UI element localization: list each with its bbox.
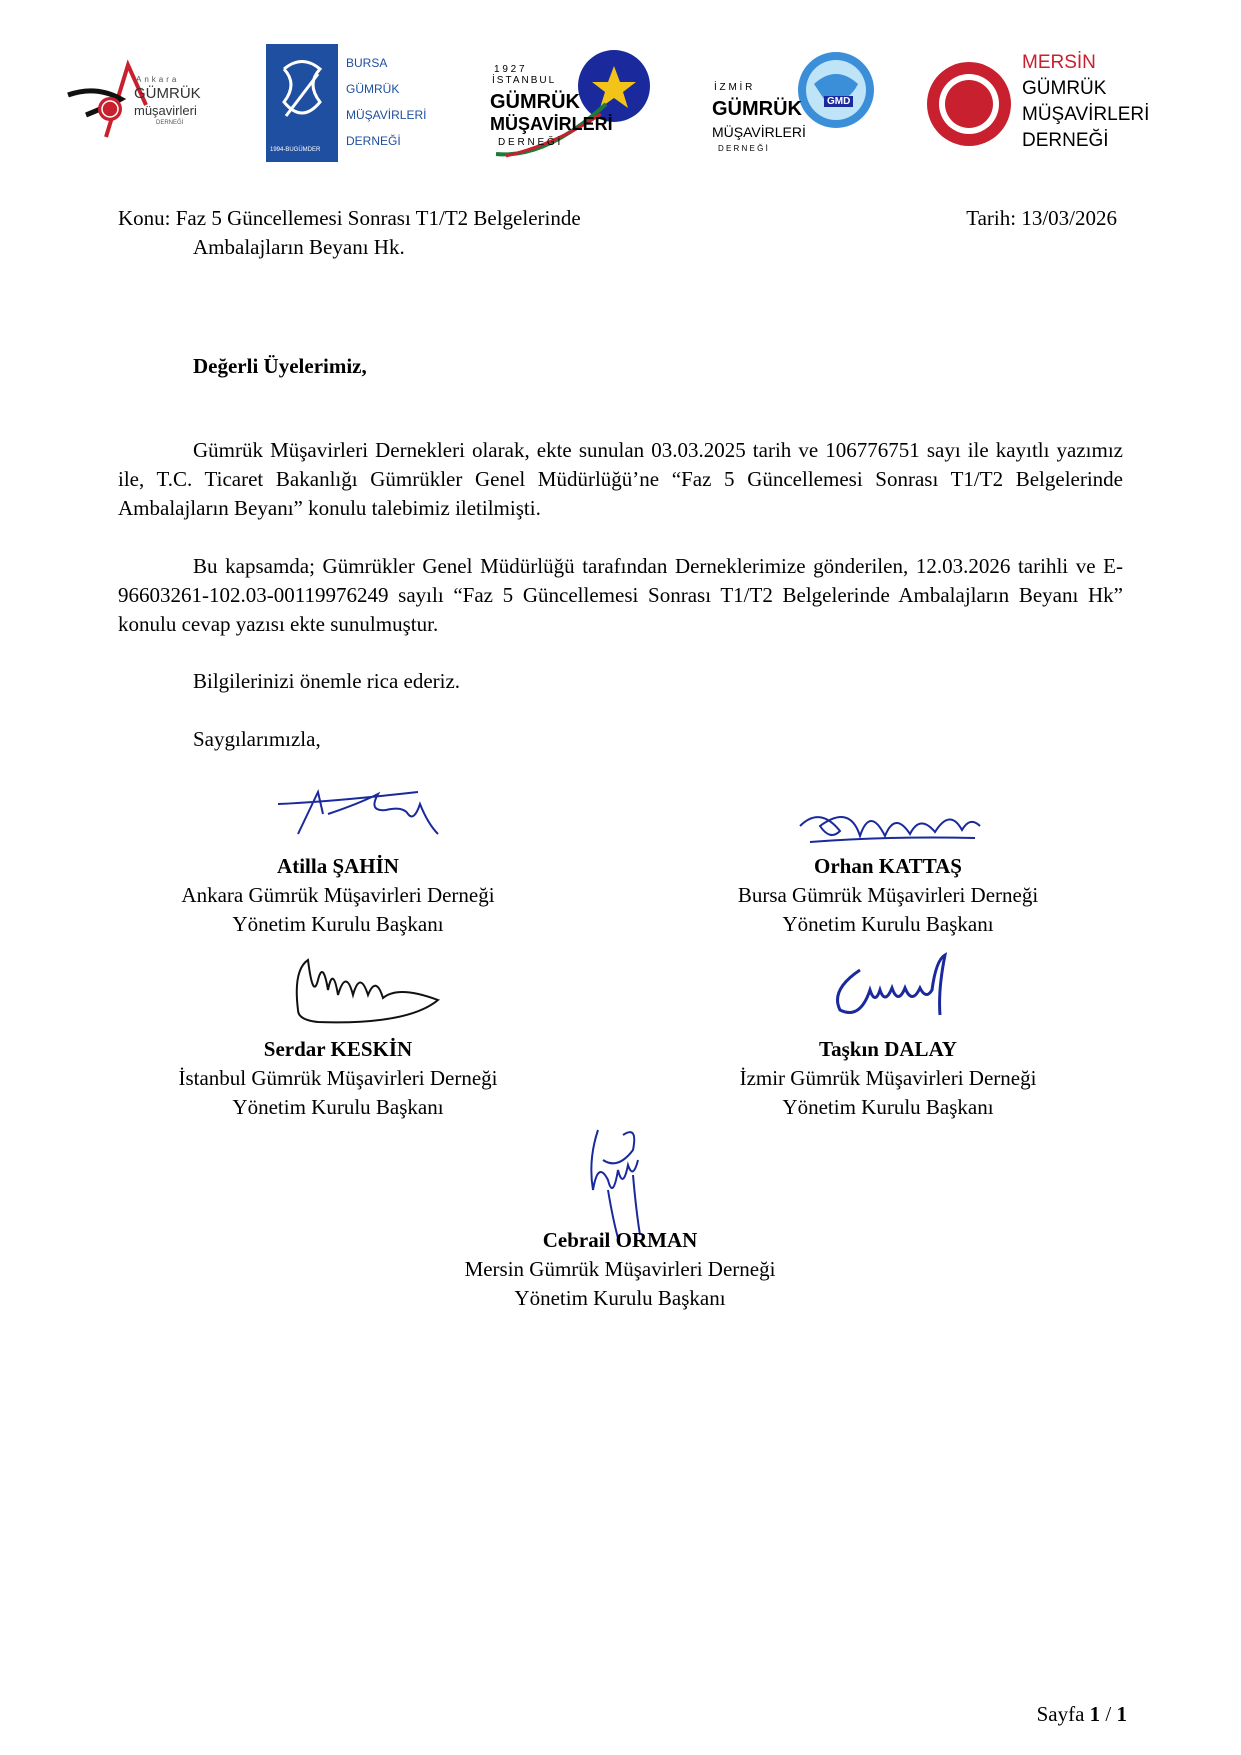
bursa-logo-emblem [266, 44, 338, 162]
signature-taskin-dalay [820, 950, 970, 1030]
bursa-logo-line1: BURSA [346, 56, 388, 70]
istanbul-logo-line3: D E R N E Ğ İ [498, 137, 561, 148]
signatory-name: Serdar KESKİN [263, 1037, 413, 1061]
bursa-association-logo [266, 44, 427, 162]
izmir-logo-line3: D E R N E Ğ İ [718, 144, 768, 153]
signatory-title: Yönetim Kurulu Başkanı [232, 1095, 444, 1119]
signatory-org: Bursa Gümrük Müşavirleri Derneği [737, 883, 1039, 907]
signatory-title: Yönetim Kurulu Başkanı [782, 1095, 994, 1119]
ankara-logo-line1: GÜMRÜK [134, 85, 201, 102]
istanbul-logo-line2: MÜŞAVİRLERİ [490, 114, 613, 134]
subject-line-continued: Ambalajların Beyanı Hk. [193, 235, 405, 259]
istanbul-logo-year: 1 9 2 7 [494, 64, 525, 75]
izmir-association-logo [708, 44, 878, 166]
signatory-block-2 [668, 852, 1108, 939]
bursa-logo-line3: MÜŞAVİRLERİ [346, 108, 427, 122]
bursa-leaf-icon [266, 44, 338, 144]
signatory-name: Orhan KATTAŞ [813, 854, 962, 878]
ankara-logo-small: Ankara [136, 75, 180, 84]
mersin-logo-line1: MERSİN [1022, 52, 1096, 73]
signatory-block-5 [390, 1226, 850, 1313]
signatory-title: Yönetim Kurulu Başkanı [232, 912, 444, 936]
subject-line: Konu: Faz 5 Güncellemesi Sonrası T1/T2 Belgelerinde [118, 206, 581, 230]
signatory-org: İzmir Gümrük Müşavirleri Derneği [739, 1066, 1037, 1090]
document-date: Tarih: 13/03/2026 [966, 206, 1117, 230]
signatory-org: Mersin Gümrük Müşavirleri Derneği [464, 1257, 776, 1281]
mersin-logo-line4: DERNEĞİ [1022, 130, 1109, 151]
signatory-name: Atilla ŞAHİN [277, 854, 399, 878]
izmir-logo-city: İ Z M İ R [714, 82, 753, 93]
signatory-block-4 [668, 1035, 1108, 1122]
mersin-seal-emblem [926, 44, 1012, 166]
istanbul-logo-city: İSTANBUL [492, 75, 557, 86]
signatory-title: Yönetim Kurulu Başkanı [782, 912, 994, 936]
signature-atilla-sahin [268, 784, 448, 844]
ankara-logo-line3: DERNEĞİ [156, 120, 184, 126]
closing-regards: Saygılarımızla, [193, 727, 321, 751]
istanbul-association-logo [486, 44, 656, 166]
izmir-logo-line1: GÜMRÜK [712, 98, 802, 120]
bursa-logo-foot: 1994-BUGÜMDER [270, 147, 321, 153]
ankara-association-logo [66, 55, 216, 150]
page-separator: / [1105, 1702, 1112, 1726]
signature-serdar-keskin [288, 950, 448, 1030]
page-number [1037, 1702, 1127, 1727]
bursa-logo-line4: DERNEĞİ [346, 134, 401, 148]
signatory-title: Yönetim Kurulu Başkanı [514, 1286, 726, 1310]
mersin-logo-line2: GÜMRÜK [1022, 78, 1107, 99]
page-current: 1 [1089, 1702, 1101, 1726]
greeting: Değerli Üyelerimiz, [193, 354, 367, 378]
bursa-logo-line2: GÜMRÜK [346, 82, 400, 96]
page-label: Sayfa [1036, 1702, 1085, 1726]
signatory-name: Cebrail ORMAN [542, 1228, 698, 1252]
signatory-org: Ankara Gümrük Müşavirleri Derneği [181, 883, 495, 907]
body-paragraph-2: Bu kapsamda; Gümrükler Genel Müdürlüğü tarafından Derneklerimize gönderilen, 12.03.2026 tarihli ve E-96603261-102.03-00119976249 sayılı “Faz 5 Güncellemesi Sonrası T1/T2 Belgelerinde Ambalajların Beyanı Hk” konulu cevap yazısı ekte sunulmuştur. [118, 554, 1123, 636]
izmir-logo-badge: GMD [824, 96, 853, 107]
mersin-association-logo [926, 44, 1150, 166]
signature-orhan-kattas [790, 796, 990, 851]
signature-cebrail-orman [578, 1120, 668, 1240]
signatory-org: İstanbul Gümrük Müşavirleri Derneği [178, 1066, 498, 1090]
closing-request: Bilgilerinizi önemle rica ederiz. [193, 669, 461, 693]
signatory-name: Taşkın DALAY [819, 1037, 957, 1061]
body-paragraph-1: Gümrük Müşavirleri Dernekleri olarak, ekte sunulan 03.03.2025 tarih ve 106776751 sayı ile kayıtlı yazımız ile, T.C. Ticaret Bakanlığı Gümrükler Genel Müdürlüğü’ne “Faz 5 Güncellemesi Sonrası T1/T2 Belgelerinde Ambalajların Beyanı” konulu talebimiz iletilmişti. [118, 438, 1123, 520]
izmir-logo-line2: MÜŞAVİRLERİ [712, 124, 806, 140]
signatory-block-3 [118, 1035, 558, 1122]
mersin-logo-line3: MÜŞAVİRLERİ [1022, 104, 1150, 125]
istanbul-logo-line1: GÜMRÜK [490, 91, 580, 113]
ankara-logo-line2: müşavirleri [134, 103, 197, 118]
signatory-block-1 [118, 852, 558, 939]
page-total: 1 [1116, 1702, 1127, 1726]
